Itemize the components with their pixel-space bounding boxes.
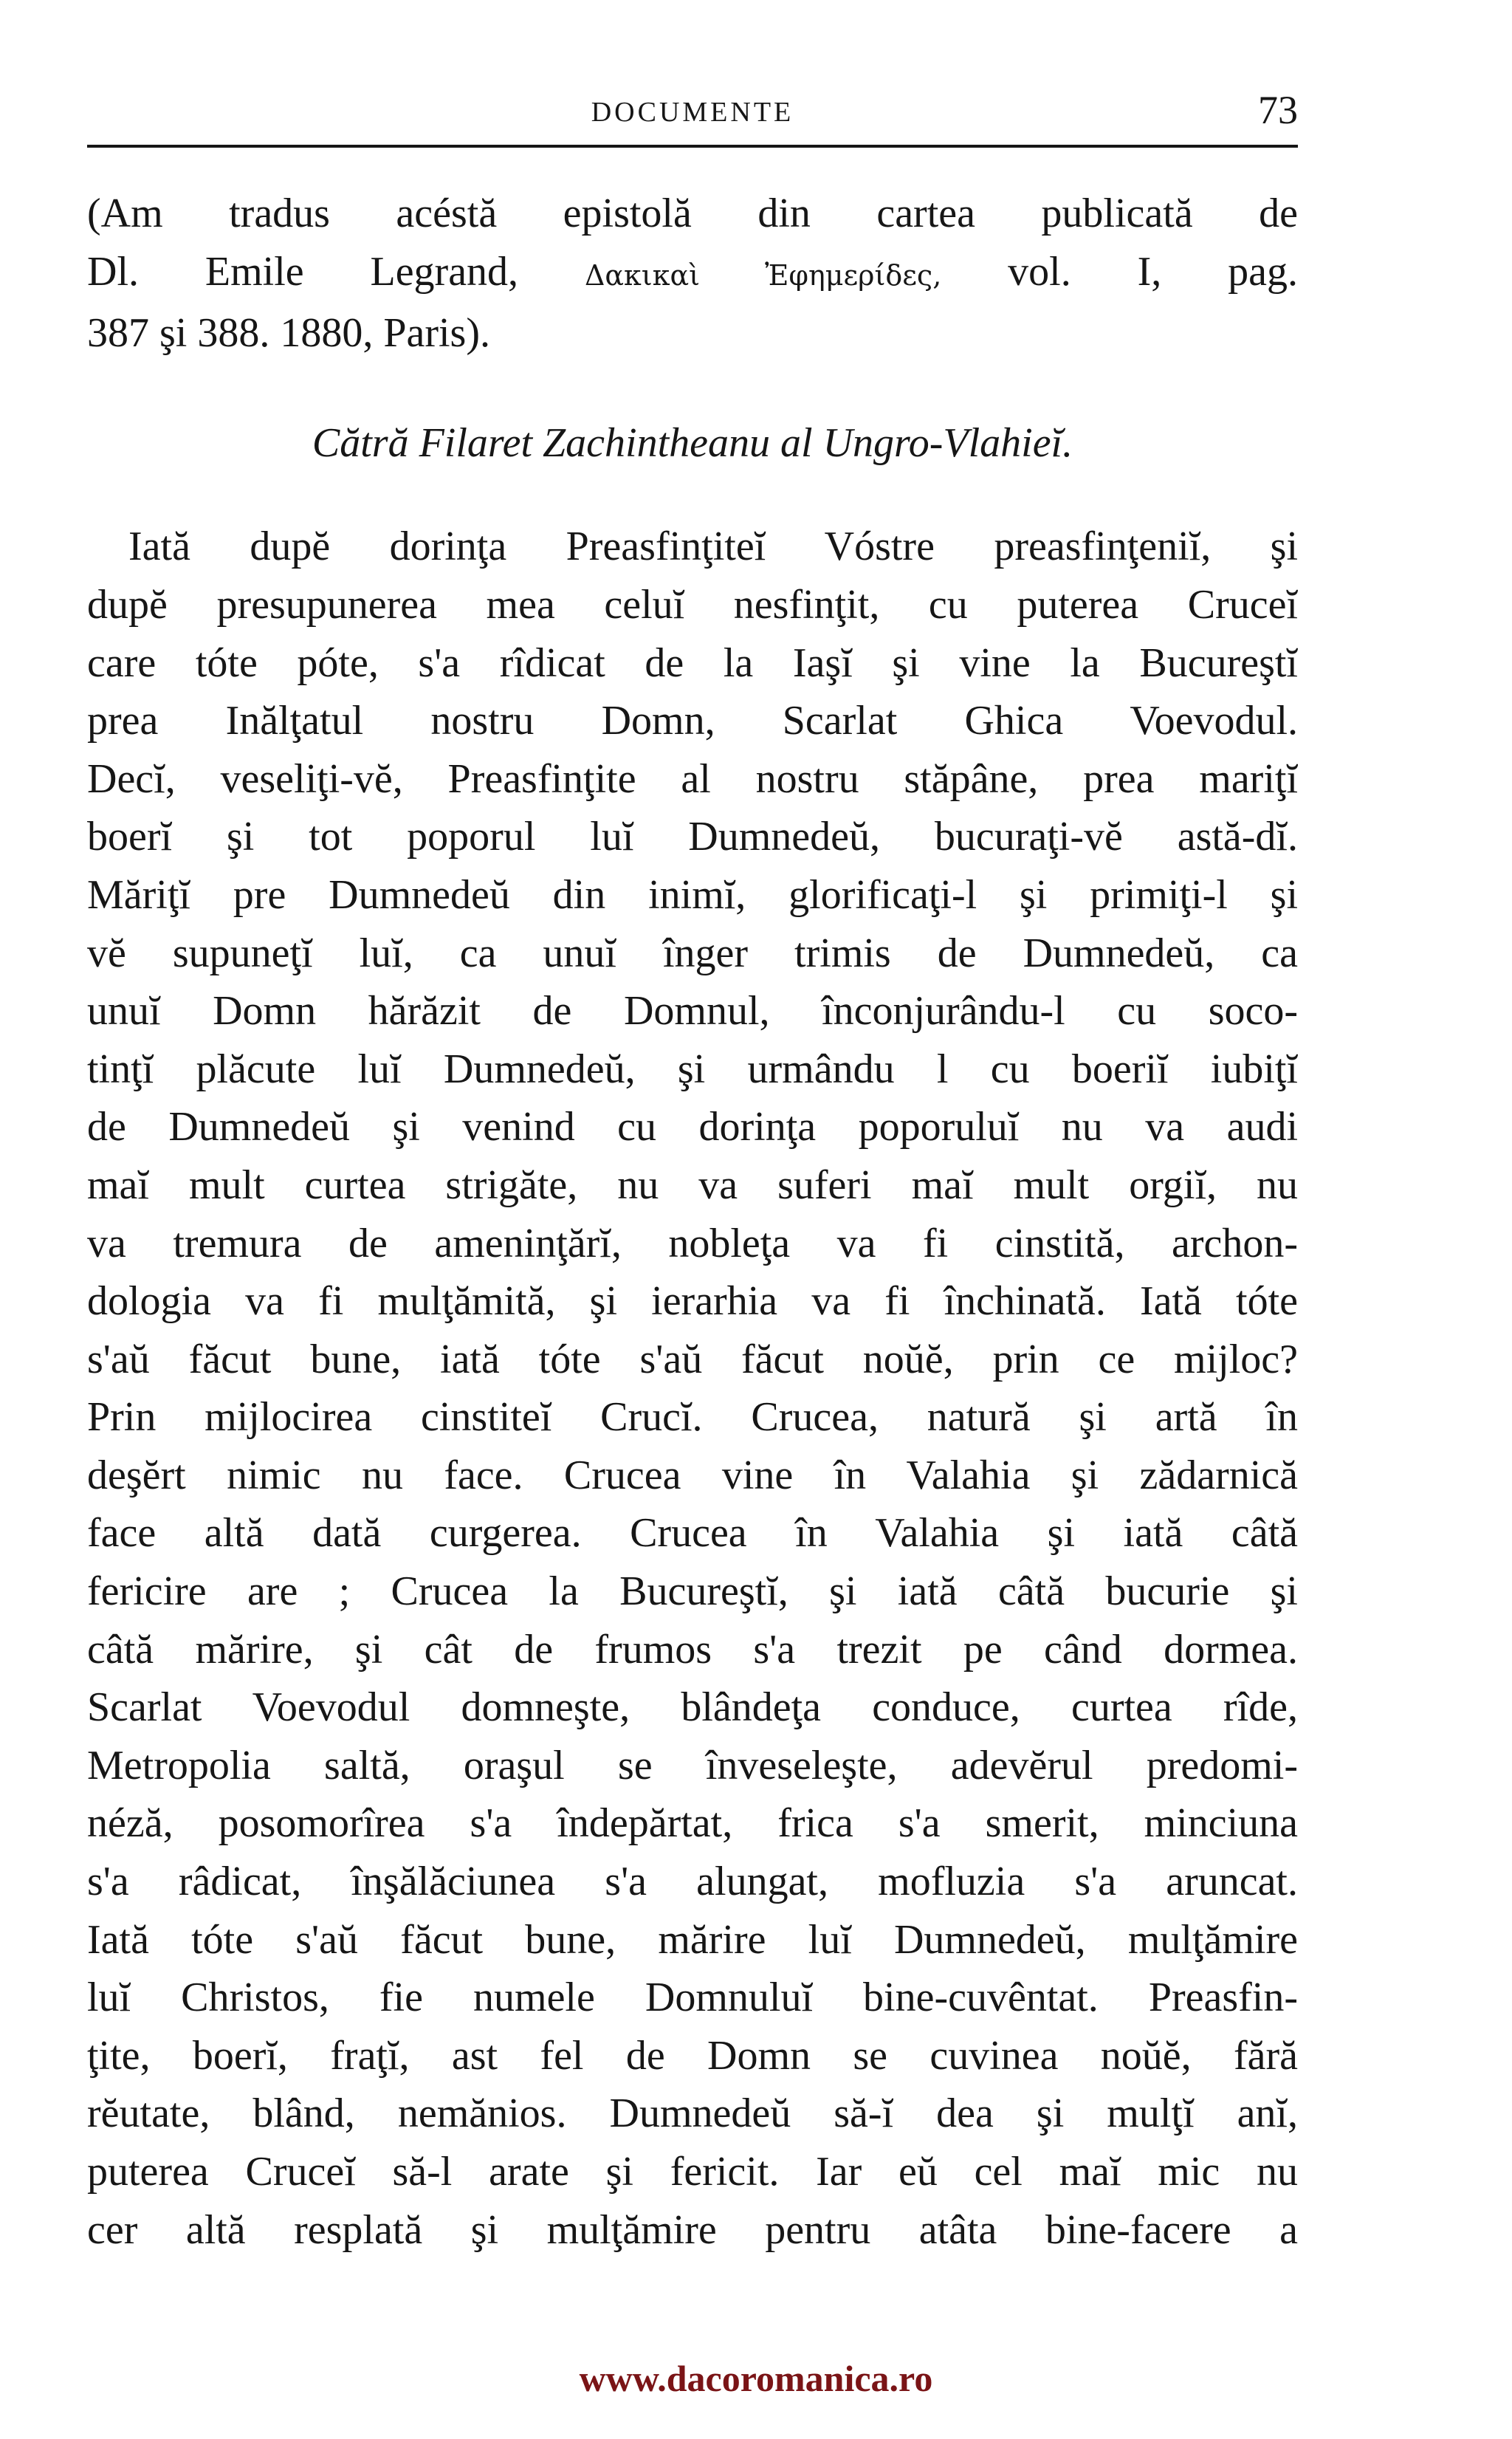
header-rule	[87, 145, 1298, 148]
letter-line: de Dumnedeŭ şi venind cu dorinţa poporuluĭ nu va audi	[87, 1104, 1298, 1150]
letter-line: care tóte póte, s'a rîdicat de la Iaşĭ şi vine la Bucureştĭ	[87, 639, 1298, 686]
letter-line: Iată dupĕ dorinţa Preasfinţiteĭ Vóstre preasfinţeniĭ, şi	[128, 524, 1298, 570]
letter-line: va tremura de ameninţărĭ, nobleţa va fi cinstită, archon-	[87, 1220, 1298, 1266]
letter-line: Scarlat Voevodul domneşte, blândeţa conduce, curtea rîde,	[87, 1684, 1298, 1731]
running-title: DOCUMENTE	[591, 97, 794, 128]
translator-note	[87, 185, 1298, 363]
letter-line: maĭ mult curtea strigăte, nu va suferi maĭ mult orgiĭ, nu	[87, 1162, 1298, 1208]
running-head	[87, 87, 1298, 139]
note-line: 387 şi 388. 1880, Paris).	[87, 310, 490, 357]
letter-line: puterea Cruceĭ să-l arate şi fericit. Iar eŭ cel maĭ mic nu	[87, 2149, 1298, 2195]
note-text: Dl. Emile Legrand,	[87, 248, 585, 295]
letter-body	[87, 518, 1298, 2259]
letter-line: fericire are ; Crucea la Bucureştĭ, şi iată câtă bucurie şi	[87, 1568, 1298, 1615]
greek-title: Δακικαὶ Ἐφημερίδες,	[584, 258, 942, 292]
letter-line: luĭ Christos, fie numele Domnuluĭ bine-cuvêntat. Preasfin-	[87, 1975, 1298, 2021]
letter-line: Prin mijlocirea cinstiteĭ Crucĭ. Crucea, natură şi artă în	[87, 1394, 1298, 1441]
website-watermark: www.dacoromanica.ro	[579, 2358, 933, 2399]
letter-line: cer altă resplată şi mulţămire pentru atâta bine-facere a	[87, 2206, 1298, 2253]
letter-line: Decĭ, veseliţi-vĕ, Preasfinţite al nostru stăpâne, prea mariţĭ	[87, 755, 1298, 802]
letter-line: deşĕrt nimic nu face. Crucea vine în Valahia şi zădarnică	[87, 1452, 1298, 1498]
letter-line: prea Inălţatul nostru Domn, Scarlat Ghica Voevodul.	[87, 698, 1298, 744]
page-number: 73	[1258, 88, 1298, 132]
letter-line: néză, posomorîrea s'a îndepărtat, frica s'a smerit, minciuna	[87, 1800, 1298, 1847]
letter-line: vĕ supuneţĭ luĭ, ca unuĭ înger trimis de Dumnedeŭ, ca	[87, 930, 1298, 976]
note-text: vol. I, pag.	[941, 248, 1298, 295]
letter-address: Cătră Filaret Zachintheanu al Ungro-Vlahieĭ.	[312, 419, 1073, 466]
letter-line: unuĭ Domn hărăzit de Domnul, înconjurându-l cu soco-	[87, 988, 1298, 1035]
letter-line: boerĭ şi tot poporul luĭ Dumnedeŭ, bucuraţi-vĕ astă-dĭ.	[87, 814, 1298, 860]
letter-line: Iată tóte s'aŭ făcut bune, mărire luĭ Dumnedeŭ, mulţămire	[87, 1916, 1298, 1963]
letter-line: tinţĭ plăcute luĭ Dumnedeŭ, şi urmându l cu boeriĭ iubiţĭ	[87, 1046, 1298, 1092]
letter-line: face altă dată curgerea. Crucea în Valahia şi iată câtă	[87, 1510, 1298, 1557]
letter-line: s'a râdicat, înşălăciunea s'a alungat, mofluzia s'a aruncat.	[87, 1859, 1298, 1905]
note-line: (Am tradus acéstă epistolă din cartea publicată de	[87, 191, 1298, 236]
letter-line: s'aŭ făcut bune, iată tóte s'aŭ făcut noŭĕ, prin ce mijloc?	[87, 1336, 1298, 1382]
letter-line: dologia va fi mulţămită, şi ierarhia va fi închinată. Iată tóte	[87, 1278, 1298, 1325]
note-line	[87, 243, 1298, 305]
letter-line: Măriţĭ pre Dumnedeŭ din inimĭ, glorificaţi-l şi primiţi-l şi	[87, 871, 1298, 918]
letter-line: câtă mărire, şi cât de frumos s'a trezit pe când dormea.	[87, 1626, 1298, 1673]
letter-line: dupĕ presupunerea mea celuĭ nesfinţit, cu puterea Cruceĭ	[87, 581, 1298, 628]
letter-line: ţite, boerĭ, fraţĭ, ast fel de Domn se cuvinea noŭĕ, fără	[87, 2032, 1298, 2079]
letter-line: Metropolia saltă, oraşul se înveseleşte, adevĕrul predomi-	[87, 1742, 1298, 1788]
letter-line: rĕutate, blând, nemănios. Dumnedeŭ să-ĭ dea şi mulţĭ anĭ,	[87, 2090, 1298, 2137]
body-text	[87, 185, 1298, 2259]
